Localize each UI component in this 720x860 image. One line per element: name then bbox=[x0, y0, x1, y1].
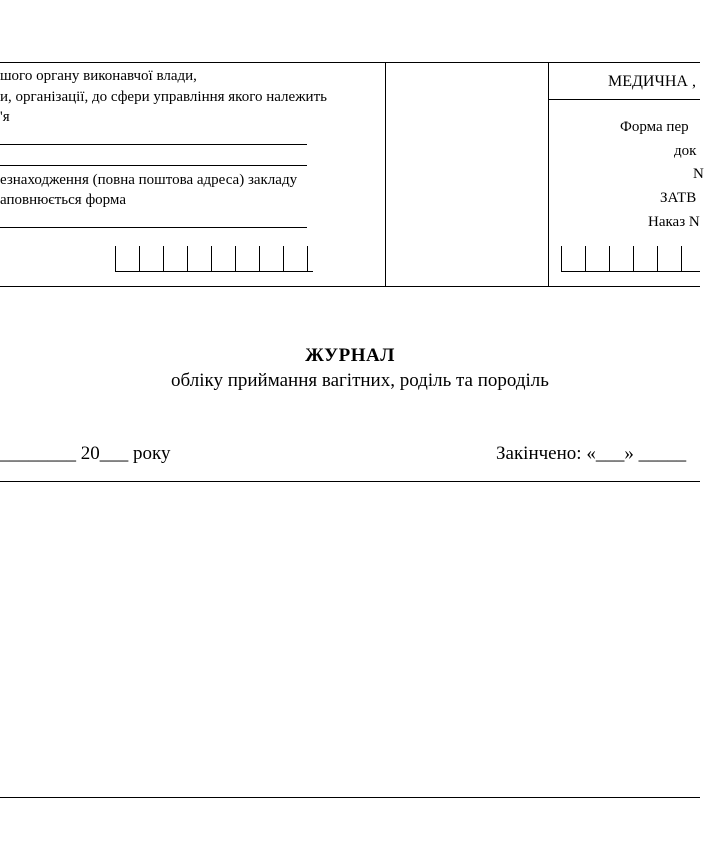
institution-line-2: и, організації, до сфери управління якого належить bbox=[0, 89, 327, 105]
form-line-4: ЗАТВ bbox=[660, 190, 697, 206]
header-divider-right bbox=[548, 62, 549, 287]
address-line-1: езнаходження (повна поштова адреса) закладу bbox=[0, 172, 298, 188]
institution-line-3: 'я bbox=[0, 109, 10, 125]
started-date: ________ 20___ року bbox=[0, 443, 171, 464]
header-bottom-border bbox=[0, 286, 700, 287]
journal-subtitle: обліку приймання вагітних, роділь та породіль bbox=[171, 370, 549, 391]
form-line-2: док bbox=[674, 143, 697, 159]
code-boxes-left bbox=[115, 246, 308, 272]
fill-line-3 bbox=[0, 227, 307, 228]
journal-title: ЖУРНАЛ bbox=[305, 345, 395, 366]
page-bottom-border bbox=[0, 797, 700, 798]
header-top-border bbox=[0, 62, 700, 63]
code-boxes-right bbox=[561, 246, 682, 272]
institution-line-1: шого органу виконавчої влади, bbox=[0, 68, 197, 84]
right-title-underline bbox=[548, 99, 700, 100]
code-boxes-right-base bbox=[561, 271, 700, 272]
header-divider-left bbox=[385, 62, 386, 287]
code-boxes-left-base bbox=[115, 271, 313, 272]
dates-underline bbox=[0, 481, 700, 482]
form-line-5: Наказ N bbox=[648, 214, 700, 230]
form-line-1: Форма пер bbox=[620, 119, 689, 135]
fill-line-1 bbox=[0, 144, 307, 145]
fill-line-2 bbox=[0, 165, 307, 166]
medical-doc-title: МЕДИЧНА , bbox=[608, 73, 696, 90]
finished-date: Закінчено: «___» _____ bbox=[496, 443, 687, 464]
address-line-2: аповнюється форма bbox=[0, 192, 126, 208]
form-line-3: N bbox=[693, 166, 704, 182]
